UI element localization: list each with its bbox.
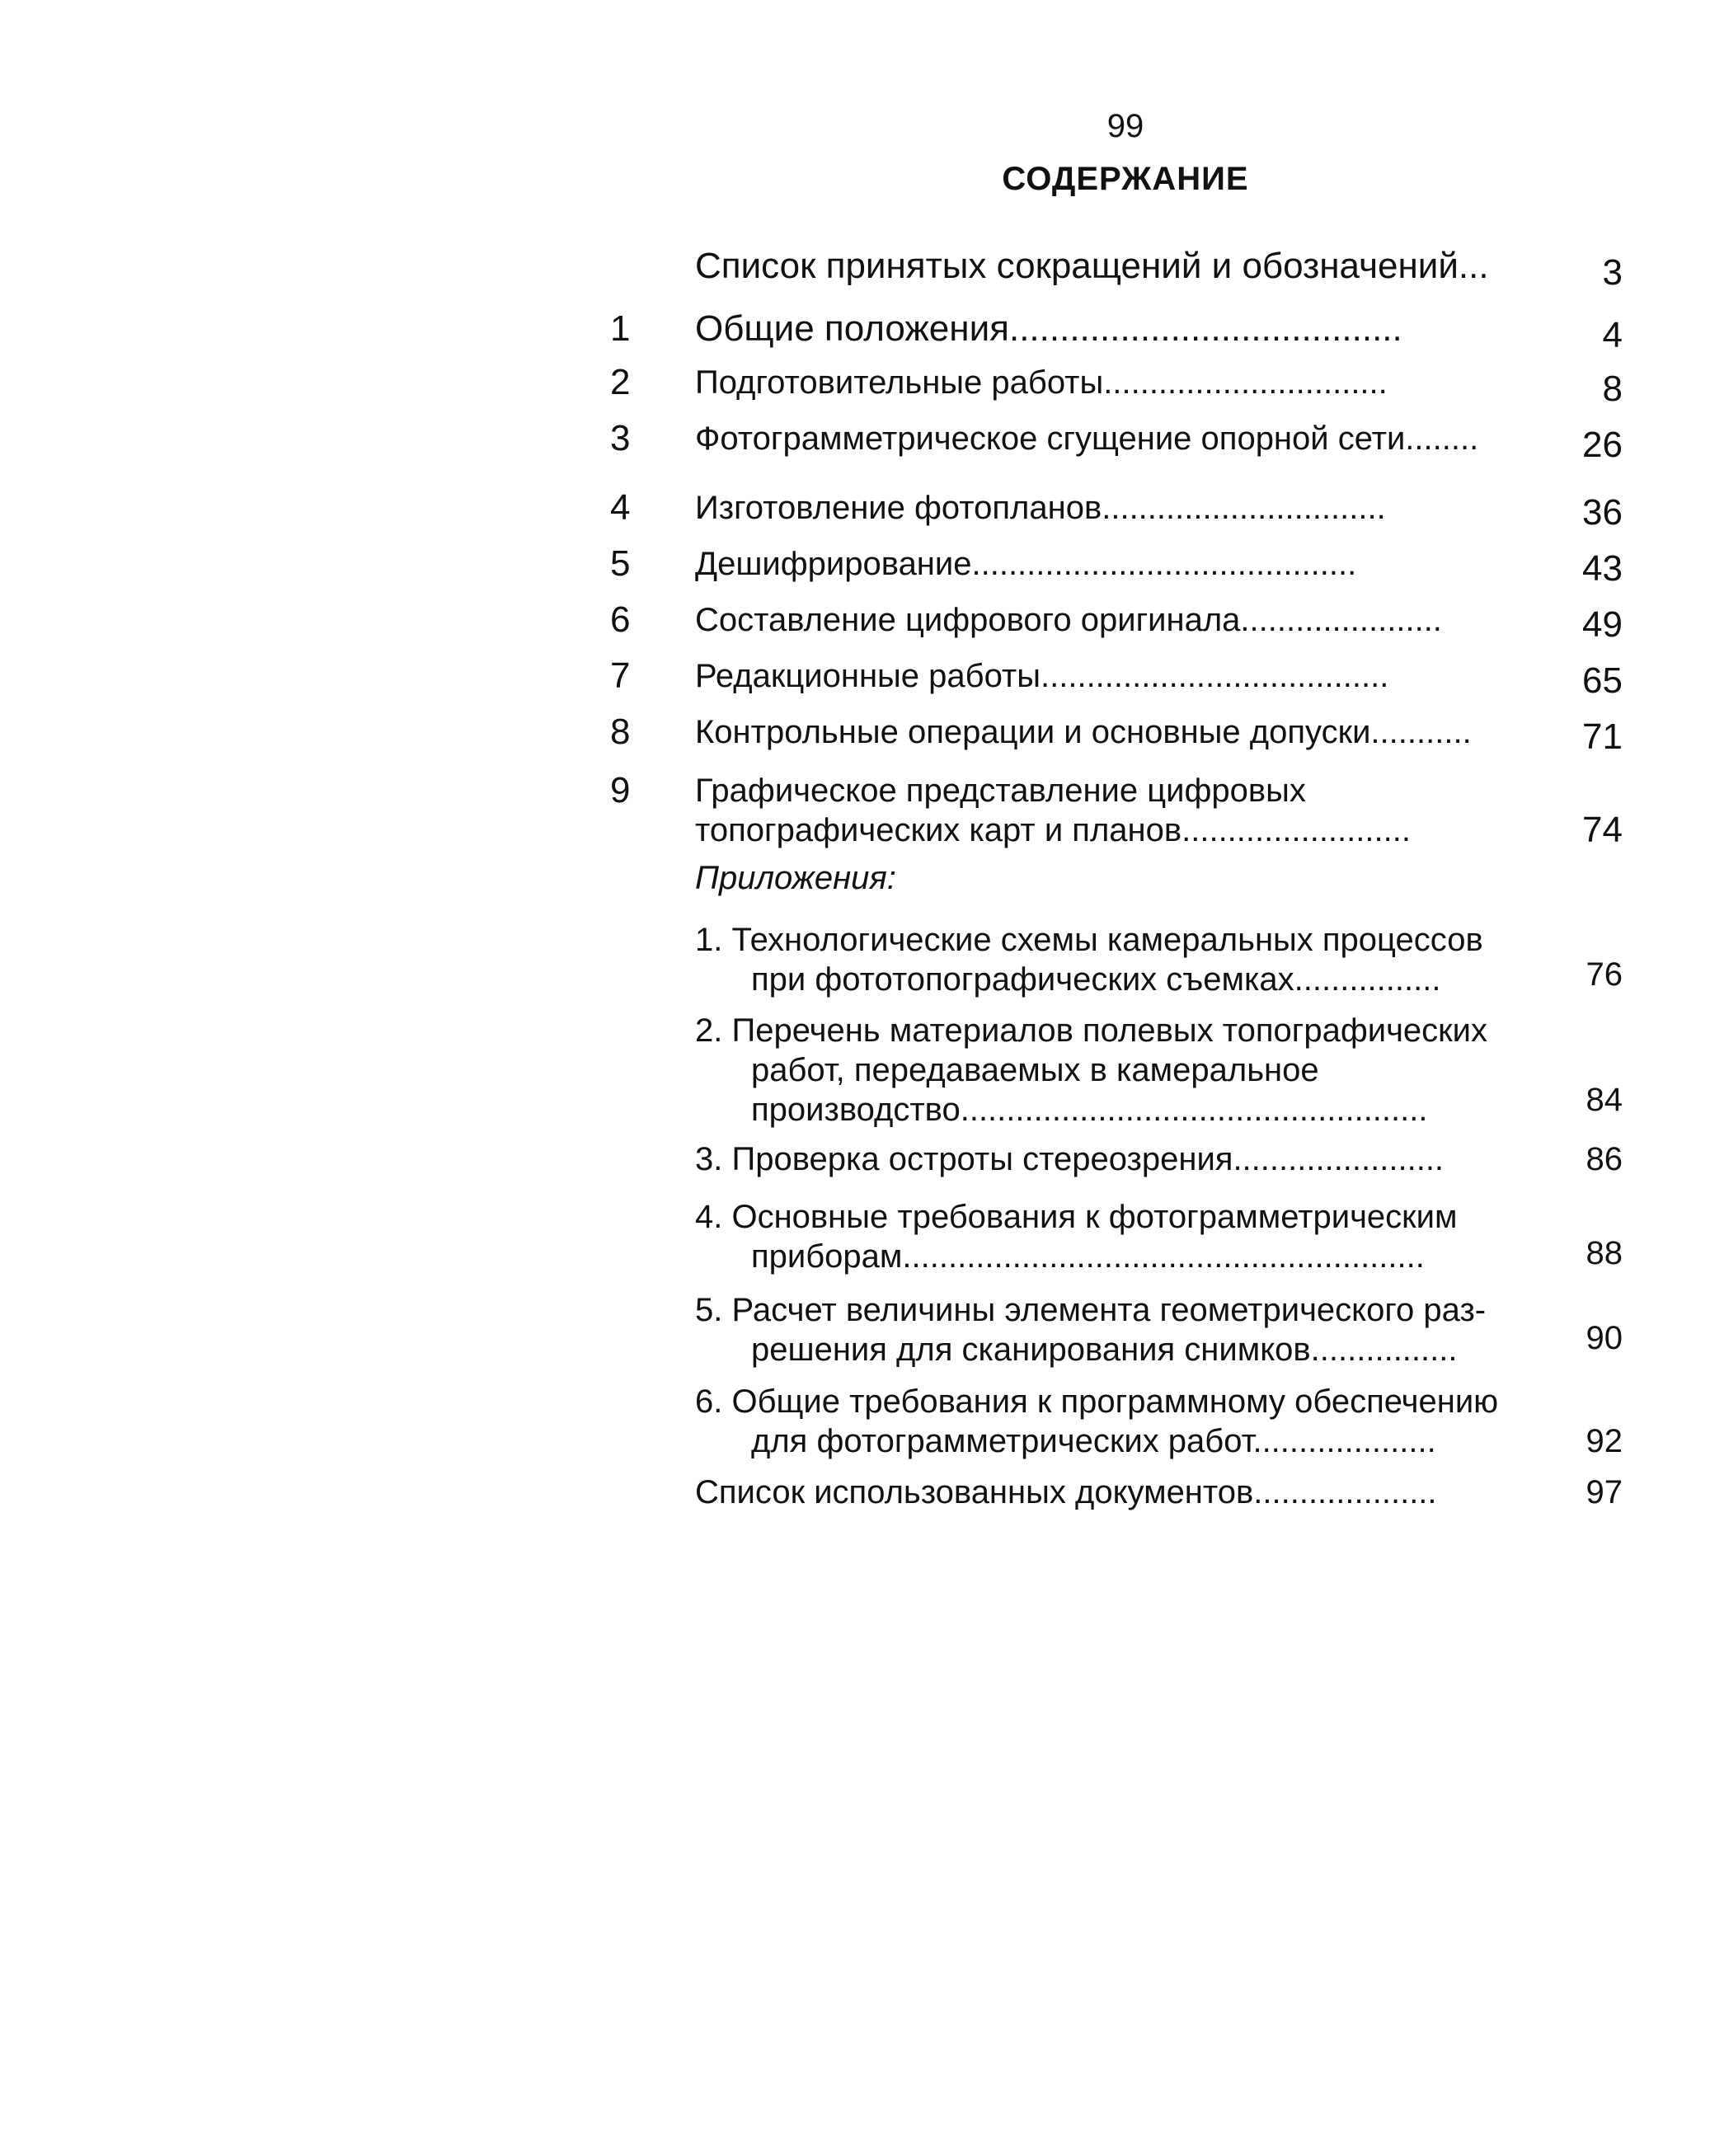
toc-entry-title: Общие положения....................................... [695,308,1402,349]
toc-entry-title: Дешифрирование.......................................... [695,546,1357,582]
appendix-entry-page: 88 [1586,1235,1623,1271]
appendix-entry-page: 84 [1586,1082,1623,1118]
toc-entry-page: 65 [1582,660,1623,701]
appendix-entry-title: 3. Проверка остроты стереозрения....................... [695,1141,1445,1177]
toc-entry-page: 43 [1582,548,1623,589]
toc-entry-number: 3 [610,418,631,458]
toc-entry-title: Подготовительные работы............................... [695,364,1388,401]
toc-entry-title: Фотограмметрическое сгущение опорной сети........ [695,420,1479,457]
toc-entry-page: 8 [1602,369,1623,409]
toc-entry-title: Составление цифрового оригинала...................... [695,602,1442,638]
toc-entry-number: 7 [610,655,631,696]
appendix-entry-page: 90 [1586,1320,1623,1356]
toc-entry-title: Список использованных документов.................... [695,1474,1437,1510]
appendix-entry-page: 76 [1586,956,1623,993]
toc-entry-title: Графическое представление цифровых топографических карт и планов......................... [695,773,1411,848]
appendix-entry-title: 5. Расчет величины элемента геометрического раз- решения для сканирования снимков................ [695,1292,1487,1368]
toc-entry-number: 9 [610,770,631,810]
toc-entry-page: 4 [1602,315,1623,355]
toc-entry-number: 6 [610,599,631,640]
toc-entry-number: 1 [610,308,631,349]
appendix-entry-title: 2. Перечень материалов полевых топографических работ, передаваемых в камеральное производство................................................... [695,1012,1487,1128]
toc-entry-page: 74 [1582,810,1623,850]
page-title: СОДЕРЖАНИЕ [1002,161,1249,197]
appendix-heading: Приложения: [695,860,896,896]
toc-entry-page: 36 [1582,492,1623,533]
toc-entry-title: Изготовление фотопланов............................... [695,490,1386,526]
appendix-entry-page: 86 [1586,1141,1623,1177]
toc-entry-title: Контрольные операции и основные допуски........... [695,714,1472,750]
appendix-entry-title: 4. Основные требования к фотограмметрическим приборам......................................................... [695,1199,1458,1275]
toc-entry-title: Список принятых сокращений и обозначений... [695,246,1489,286]
toc-entry-page: 49 [1582,604,1623,645]
appendix-entry-title: 1. Технологические схемы камеральных процессов при фототопографических съемках................ [695,922,1483,998]
toc-entry-page: 26 [1582,425,1623,465]
appendix-entry-page: 92 [1586,1423,1623,1459]
toc-entry-number: 8 [610,712,631,752]
toc-entry-page: 97 [1586,1474,1623,1510]
page-number: 99 [1106,108,1144,144]
toc-entry-number: 4 [610,487,631,528]
toc-entry-page: 71 [1582,716,1623,757]
toc-entry-title: Редакционные работы...................................... [695,658,1389,694]
toc-entry-number: 2 [610,362,631,402]
appendix-entry-title: 6. Общие требования к программному обеспечению для фотограмметрических работ.................... [695,1383,1499,1459]
toc-entry-page: 3 [1602,252,1623,293]
toc-entry-number: 5 [610,543,631,584]
